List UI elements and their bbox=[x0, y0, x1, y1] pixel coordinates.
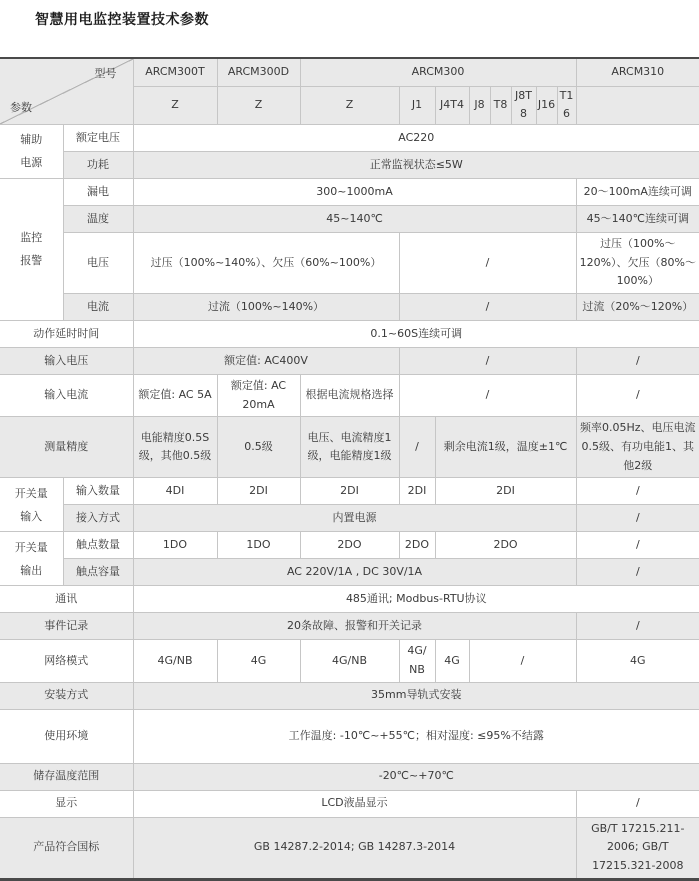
label-input-voltage: 输入电压 bbox=[0, 347, 133, 374]
value-accuracy-c3: 电压、电流精度1级，电能精度1级 bbox=[300, 417, 399, 478]
value-input-voltage-slash1: / bbox=[399, 347, 576, 374]
group-aux-power: 辅助电源 bbox=[0, 124, 63, 178]
subheader-j4t4: J4T4 bbox=[435, 86, 469, 124]
value-events-main: 20条故障、报警和开关记录 bbox=[133, 613, 576, 640]
label-rated-voltage: 额定电压 bbox=[63, 124, 133, 151]
value-comm: 485通讯; Modbus-RTU协议 bbox=[133, 586, 699, 613]
subheader-z3: Z bbox=[300, 86, 399, 124]
label-display: 显示 bbox=[0, 790, 133, 817]
row-do-capacity bbox=[0, 559, 699, 586]
label-voltage: 电压 bbox=[63, 232, 133, 293]
value-do-count-c3: 2DO bbox=[300, 532, 399, 559]
value-di-count-c2: 2DI bbox=[217, 478, 300, 505]
value-network-c3: 4G/NB bbox=[300, 640, 399, 682]
row-comm bbox=[0, 586, 699, 613]
label-environment: 使用环境 bbox=[0, 709, 133, 763]
value-standards-main: GB 14287.2-2014; GB 14287.3-2014 bbox=[133, 817, 576, 879]
value-delay: 0.1~60S连续可调 bbox=[133, 320, 699, 347]
row-network bbox=[0, 640, 699, 682]
label-power-consumption: 功耗 bbox=[63, 151, 133, 178]
corner-param-label: 参数 bbox=[10, 101, 32, 115]
subheader-j8t8: J8T8 bbox=[511, 86, 536, 124]
header-arcm300t: ARCM300T bbox=[133, 58, 217, 86]
label-do-count: 触点数量 bbox=[63, 532, 133, 559]
row-di-mode bbox=[0, 505, 699, 532]
subheader-j16: J16 bbox=[536, 86, 557, 124]
value-accuracy-c2: 0.5级 bbox=[217, 417, 300, 478]
value-power-consumption: 正常监视状态≤5W bbox=[133, 151, 699, 178]
row-mount bbox=[0, 682, 699, 709]
label-network: 网络模式 bbox=[0, 640, 133, 682]
value-do-count-arcm310: / bbox=[576, 532, 699, 559]
value-accuracy-c1: 电能精度0.5S级，其他0.5级 bbox=[133, 417, 217, 478]
value-leakage-arcm310: 20～100mA连续可调 bbox=[576, 178, 699, 205]
value-display-arcm310: / bbox=[576, 790, 699, 817]
value-network-c4: 4G/NB bbox=[399, 640, 435, 682]
subheader-t16: T16 bbox=[557, 86, 576, 124]
value-voltage-arcm310: 过压（100%～120%）、欠压（80%～100%） bbox=[576, 232, 699, 293]
row-display bbox=[0, 790, 699, 817]
group-switch-input: 开关量输入 bbox=[0, 478, 63, 532]
value-temperature-arcm310: 45～140℃连续可调 bbox=[576, 205, 699, 232]
corner-cell bbox=[0, 58, 133, 124]
row-storage bbox=[0, 763, 699, 790]
value-input-voltage-main: 额定值: AC400V bbox=[133, 347, 399, 374]
value-accuracy-arcm310: 频率0.05Hz、电压电流0.5级、有功电能1、其他2级 bbox=[576, 417, 699, 478]
row-rated-voltage bbox=[0, 124, 699, 151]
value-network-c5: 4G bbox=[435, 640, 469, 682]
value-input-current-slash1: / bbox=[399, 374, 576, 416]
value-do-count-c2: 1DO bbox=[217, 532, 300, 559]
row-voltage bbox=[0, 232, 699, 293]
value-current-main: 过流（100%~140%） bbox=[133, 293, 399, 320]
value-input-current-c1: 额定值: AC 5A bbox=[133, 374, 217, 416]
value-standards-arcm310: GB/T 17215.211-2006; GB/T 17215.321-2008 bbox=[576, 817, 699, 879]
label-di-mode: 接入方式 bbox=[63, 505, 133, 532]
value-do-capacity-main: AC 220V/1A , DC 30V/1A bbox=[133, 559, 576, 586]
row-environment bbox=[0, 709, 699, 763]
label-delay: 动作延时时间 bbox=[0, 320, 133, 347]
value-input-current-slash2: / bbox=[576, 374, 699, 416]
row-temperature bbox=[0, 205, 699, 232]
value-do-count-c1: 1DO bbox=[133, 532, 217, 559]
value-voltage-main: 过压（100%~140%）、欠压（60%~100%） bbox=[133, 232, 399, 293]
label-di-count: 输入数量 bbox=[63, 478, 133, 505]
value-events-arcm310: / bbox=[576, 613, 699, 640]
row-input-voltage bbox=[0, 347, 699, 374]
corner-model-label: 型号 bbox=[94, 67, 117, 80]
label-leakage: 漏电 bbox=[63, 178, 133, 205]
value-temperature-main: 45~140℃ bbox=[133, 205, 576, 232]
value-voltage-slash: / bbox=[399, 232, 576, 293]
value-network-c1: 4G/NB bbox=[133, 640, 217, 682]
value-network-slash: / bbox=[469, 640, 576, 682]
row-input-current bbox=[0, 374, 699, 416]
value-display-main: LCD液晶显示 bbox=[133, 790, 576, 817]
subheader-t8: T8 bbox=[490, 86, 511, 124]
row-accuracy bbox=[0, 417, 699, 478]
row-delay bbox=[0, 320, 699, 347]
label-comm: 通讯 bbox=[0, 586, 133, 613]
row-standards bbox=[0, 817, 699, 879]
label-events: 事件记录 bbox=[0, 613, 133, 640]
value-input-current-c3: 根据电流规格选择 bbox=[300, 374, 399, 416]
label-do-capacity: 触点容量 bbox=[63, 559, 133, 586]
header-row-models bbox=[0, 58, 699, 86]
value-environment: 工作温度: -10℃~+55℃；相对湿度: ≤95%不结露 bbox=[133, 709, 699, 763]
subheader-j8: J8 bbox=[469, 86, 490, 124]
value-do-count-c4: 2DO bbox=[399, 532, 435, 559]
row-current bbox=[0, 293, 699, 320]
value-network-c2: 4G bbox=[217, 640, 300, 682]
value-accuracy-slash: / bbox=[399, 417, 435, 478]
label-accuracy: 测量精度 bbox=[0, 417, 133, 478]
subheader-arcm310-empty bbox=[576, 86, 699, 124]
label-temperature: 温度 bbox=[63, 205, 133, 232]
value-accuracy-c5: 剩余电流1级，温度±1℃ bbox=[435, 417, 576, 478]
header-arcm300: ARCM300 bbox=[300, 58, 576, 86]
row-events bbox=[0, 613, 699, 640]
row-power-consumption bbox=[0, 151, 699, 178]
value-input-current-c2: 额定值: AC 20mA bbox=[217, 374, 300, 416]
row-leakage bbox=[0, 178, 699, 205]
label-input-current: 输入电流 bbox=[0, 374, 133, 416]
value-mount: 35mm导轨式安装 bbox=[133, 682, 699, 709]
label-standards: 产品符合国标 bbox=[0, 817, 133, 879]
value-di-mode-main: 内置电源 bbox=[133, 505, 576, 532]
subheader-z2: Z bbox=[217, 86, 300, 124]
value-do-count-c5: 2DO bbox=[435, 532, 576, 559]
header-arcm300d: ARCM300D bbox=[217, 58, 300, 86]
label-current: 电流 bbox=[63, 293, 133, 320]
label-mount: 安装方式 bbox=[0, 682, 133, 709]
group-monitor-alarm: 监控报警 bbox=[0, 178, 63, 320]
value-leakage-main: 300~1000mA bbox=[133, 178, 576, 205]
spec-table bbox=[0, 57, 699, 881]
value-rated-voltage: AC220 bbox=[133, 124, 699, 151]
value-current-slash: / bbox=[399, 293, 576, 320]
value-di-count-arcm310: / bbox=[576, 478, 699, 505]
group-switch-output: 开关量输出 bbox=[0, 532, 63, 586]
value-network-arcm310: 4G bbox=[576, 640, 699, 682]
row-do-count bbox=[0, 532, 699, 559]
value-di-count-c1: 4DI bbox=[133, 478, 217, 505]
value-input-voltage-slash2: / bbox=[576, 347, 699, 374]
subheader-j1: J1 bbox=[399, 86, 435, 124]
page-title: 智慧用电监控装置技术参数 bbox=[35, 12, 209, 28]
value-di-count-c4: 2DI bbox=[399, 478, 435, 505]
value-di-mode-arcm310: / bbox=[576, 505, 699, 532]
value-current-arcm310: 过流（20%～120%） bbox=[576, 293, 699, 320]
value-storage: -20℃~+70℃ bbox=[133, 763, 699, 790]
value-do-capacity-arcm310: / bbox=[576, 559, 699, 586]
subheader-z1: Z bbox=[133, 86, 217, 124]
header-arcm310: ARCM310 bbox=[576, 58, 699, 86]
label-storage: 储存温度范围 bbox=[0, 763, 133, 790]
row-di-count bbox=[0, 478, 699, 505]
value-di-count-c3: 2DI bbox=[300, 478, 399, 505]
value-di-count-c5: 2DI bbox=[435, 478, 576, 505]
